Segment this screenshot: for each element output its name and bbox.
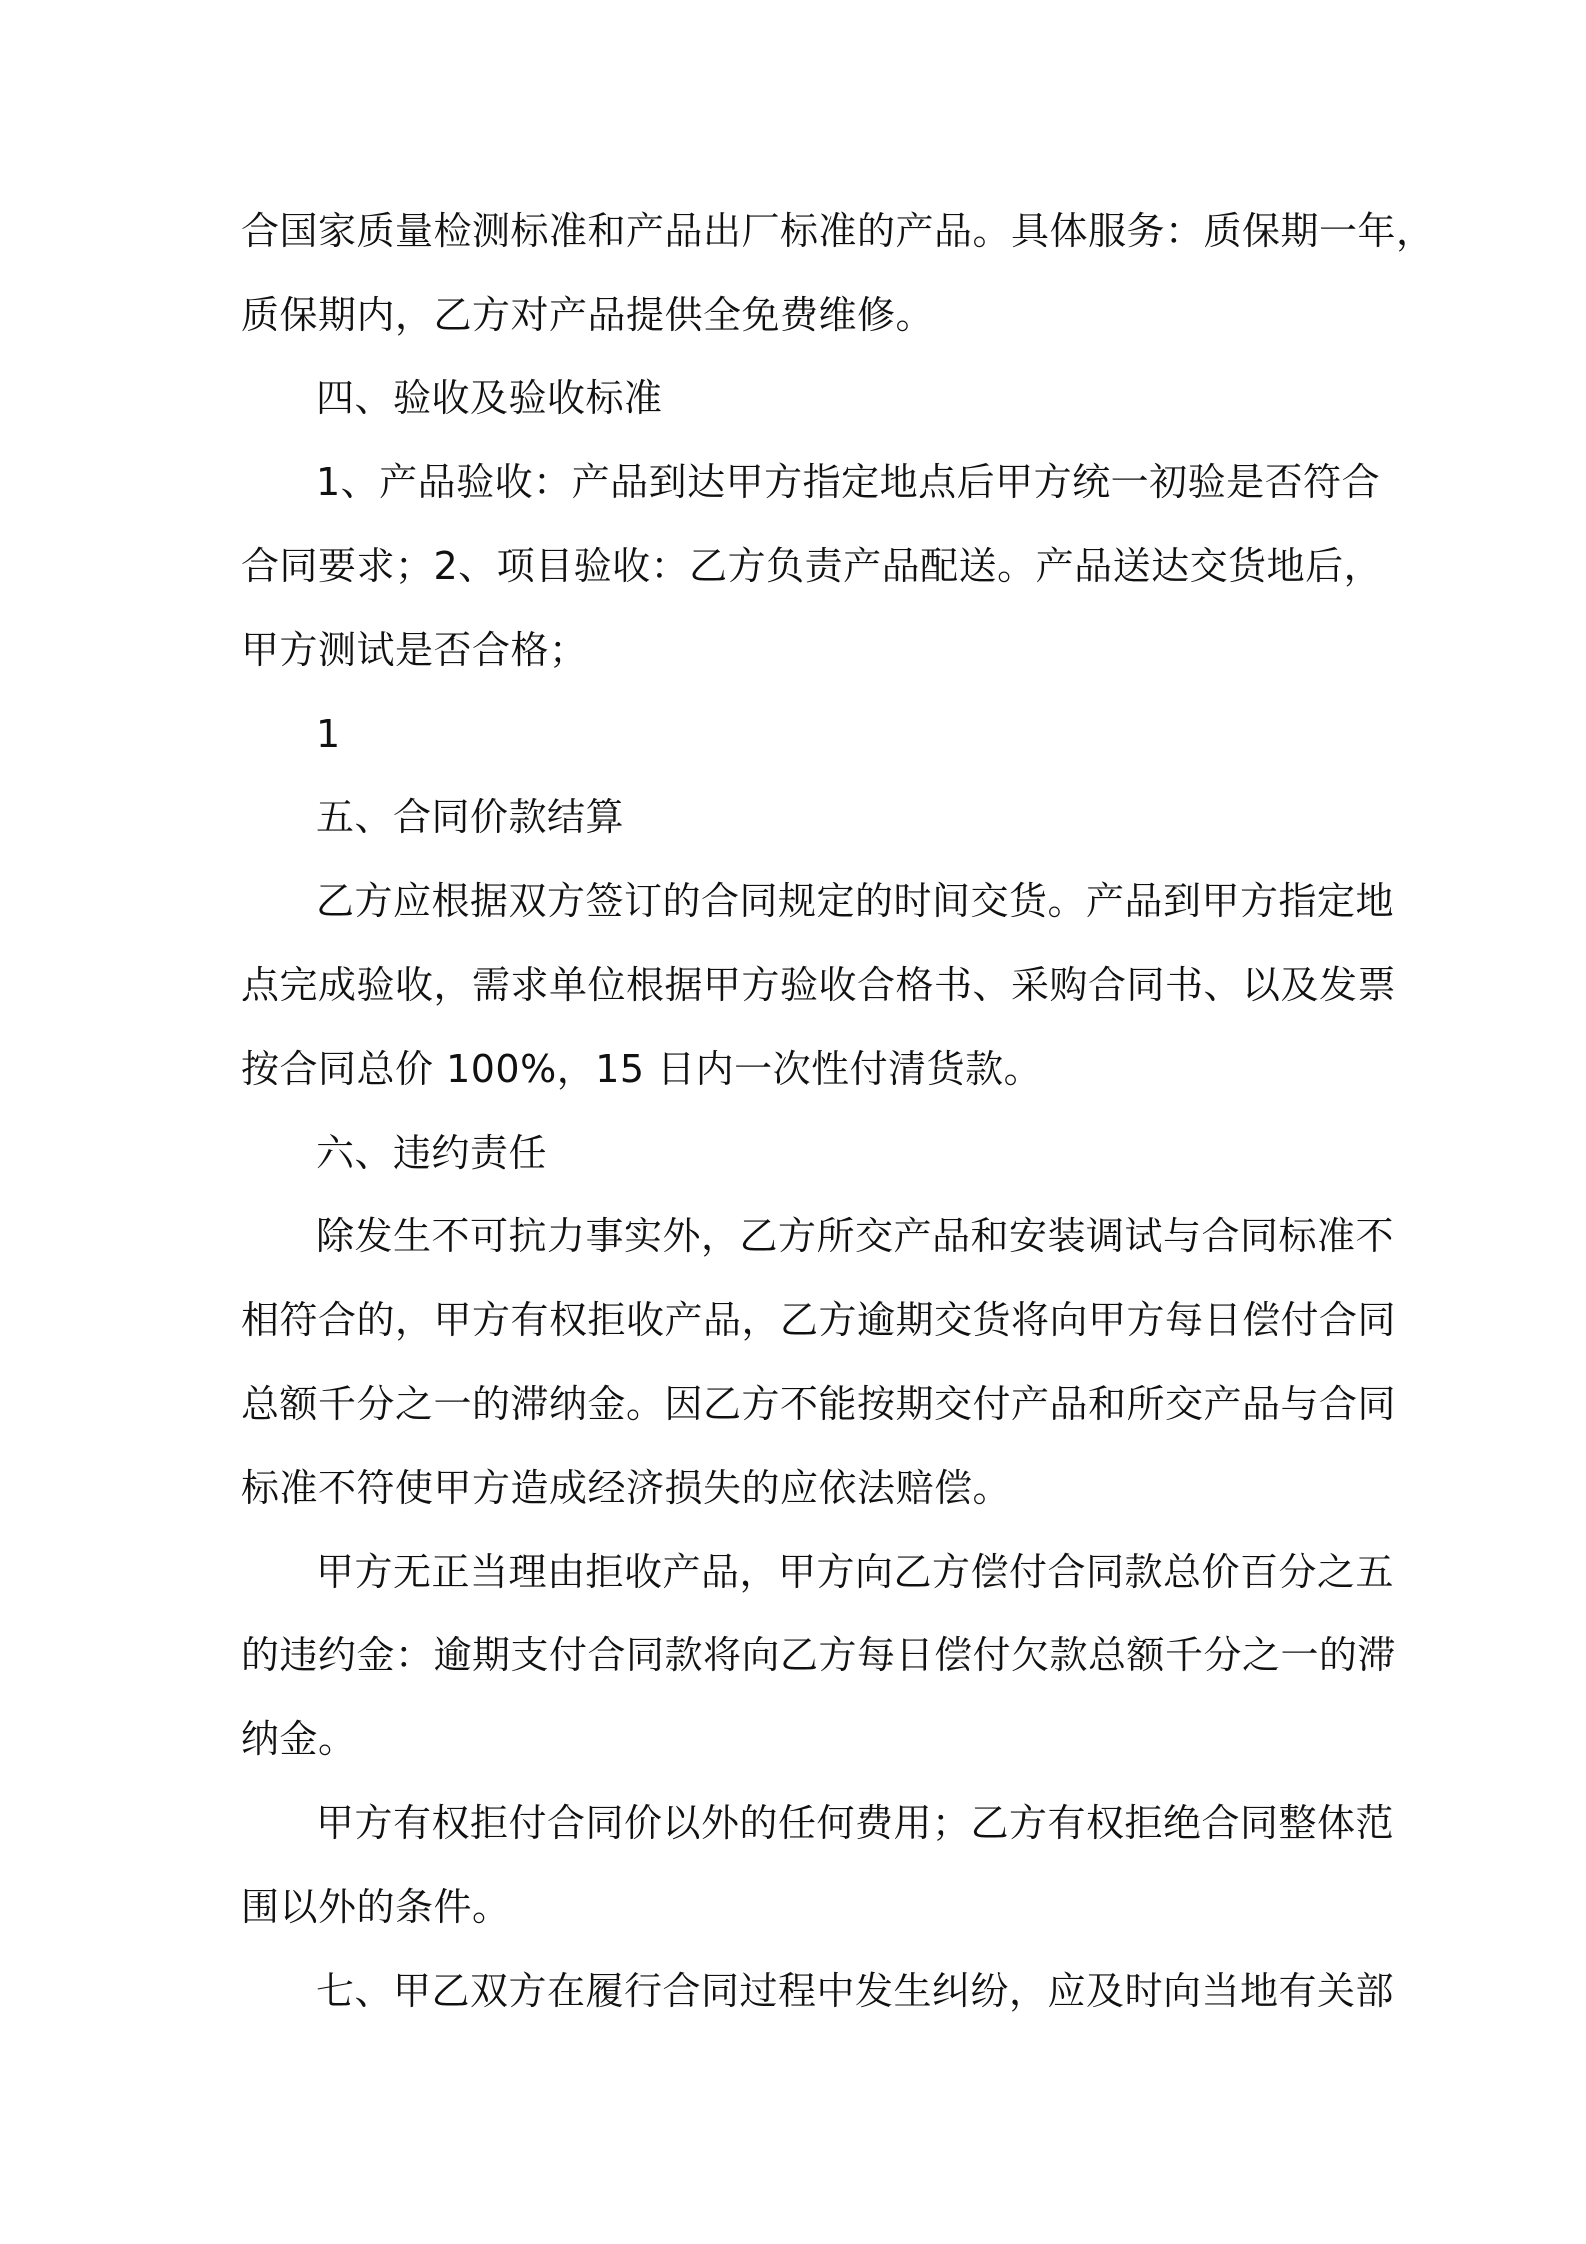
paragraph-line: 按合同总价 100%，15 日内一次性付清货款。 [241,1047,1043,1091]
paragraph-line: 标准不符使甲方造成经济损失的应依法赔偿。 [241,1466,1012,1510]
paragraph-line: 七、甲乙双方在履行合同过程中发生纠纷，应及时向当地有关部 [316,1969,1395,2013]
paragraph-line: 合国家质量检测标准和产品出厂标准的产品。具体服务：质保期一年， [241,209,1435,253]
paragraph-line: 乙方应根据双方签订的合同规定的时间交货。产品到甲方指定地 [316,879,1395,923]
section-heading: 六、违约责任 [316,1131,548,1175]
paragraph-line: 相符合的，甲方有权拒收产品，乙方逾期交货将向甲方每日偿付合同 [241,1298,1397,1342]
paragraph-line: 甲方无正当理由拒收产品，甲方向乙方偿付合同款总价百分之五 [316,1550,1395,1594]
paragraph-line: 点完成验收，需求单位根据甲方验收合格书、采购合同书、以及发票 [241,963,1397,1007]
paragraph-line: 1、产品验收：产品到达甲方指定地点后甲方统一初验是否符合 [316,460,1381,504]
paragraph-line: 质保期内，乙方对产品提供全免费维修。 [241,293,935,337]
paragraph-line: 甲方测试是否合格； [241,628,588,672]
section-heading: 五、合同价款结算 [316,795,625,839]
paragraph-line: 的违约金：逾期支付合同款将向乙方每日偿付欠款总额千分之一的滞 [241,1633,1397,1677]
section-heading: 四、验收及验收标准 [316,376,663,420]
paragraph-line: 合同要求；2、项目验收：乙方负责产品配送。产品送达交货地后， [241,544,1383,588]
paragraph-line: 总额千分之一的滞纳金。因乙方不能按期交付产品和所交产品与合同 [241,1382,1397,1426]
paragraph-line: 甲方有权拒付合同价以外的任何费用；乙方有权拒绝合同整体范 [316,1801,1395,1845]
paragraph-line: 除发生不可抗力事实外，乙方所交产品和安装调试与合同标准不 [316,1214,1395,1258]
paragraph-line: 围以外的条件。 [241,1885,511,1929]
paragraph-line: 纳金。 [241,1717,357,1761]
page-number: 1 [316,712,341,756]
